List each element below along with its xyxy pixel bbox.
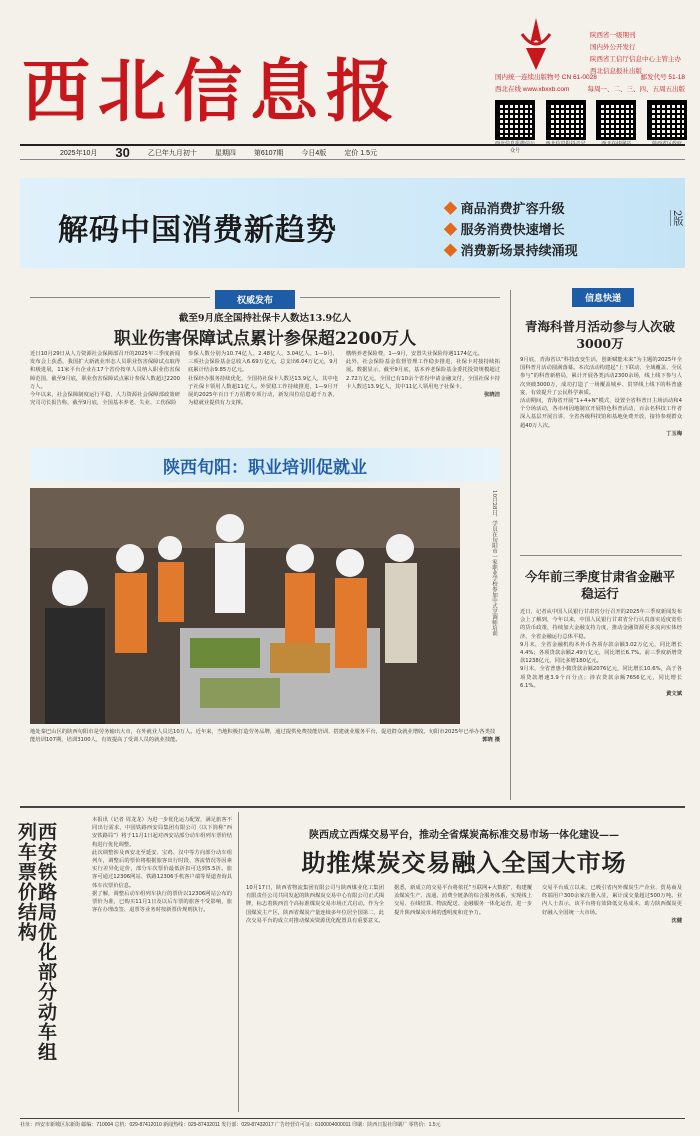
qr-code-icon[interactable] (495, 100, 535, 140)
paragraph: 此外，社会保险基金监督管理工作稳步推进，社保卡对接持续拓展。数据显示，截至9月底，基本养老保险基金委托投资规模超过2.72万亿元，全国已有10余个省份申请金融支付，全国社保卡持卡人数达13.9亿人，其中11亿人领用电子社保卡。 (346, 359, 500, 390)
price: 定价 1.5元 (344, 149, 377, 157)
diamond-icon: ◆ (444, 243, 458, 258)
authority-col3 (346, 350, 500, 399)
divider (30, 297, 210, 298)
banner-item-label: 服务消费快速增长 (460, 222, 565, 237)
qr-label: 陕西省区政府 (651, 141, 682, 147)
paragraph: 近日10月29日从人力资源社会保障部召开的2025年三季度新闻发布会上获悉，我国扩大新就业形态人员职业伤害保障试点取得积极进展，11家平台企业在17个省份按单人员纳入职业伤害保障范围，截至9月底，职业伤害保障试点累计参保人数超过2200万人。 (30, 351, 180, 390)
qr-label: 西北信息报抖音号 (545, 141, 586, 147)
qr-label: 西北信息报微信公众号 (495, 141, 536, 154)
diamond-icon: ◆ (444, 222, 458, 237)
date-lunar: 乙巳年九月初十 (147, 149, 197, 157)
info-line: 陕西省一级期刊 (590, 32, 636, 39)
caption-text: 地处秦巴山区的陕西旬阳市是劳务输出大市，在外就业人员达10万人。近年来，当地积极打造劳务品牌，通过提供免费技能培训、搭建就业服务平台，促进群众就业增收。旬阳市2025年已举办各类技能培训107期，培训3100人，有效提高了受训人员的就业技能。 (30, 729, 496, 743)
authority-title[interactable]: 职业伤害保障试点累计参保超2200万人 (113, 329, 417, 349)
coal-col1: 10月17日，陕西省物流集团有限公司与陕西煤业化工集团有限责任公司共同发起的陕西煤炭交易中心有限公司正式揭牌，标志着陕西首个高标准煤炭交易市场正式启动。作为全国煤炭主产区，陕西省煤炭产量连续多年位居全国第二，此次交易平台的成立对推动煤炭资源优化配置具有重要意义。 (246, 885, 384, 924)
masthead-info (590, 30, 685, 78)
paragraph: 缴纳养老保险费，1—9月，安置失业保险待遇1174亿元。 (346, 351, 483, 357)
info-line: 国内外公开发行 (590, 44, 636, 51)
paragraph: 9月底，青海省以“科技改变生活，创新赋能未来”为主题的2025年全国科普月活动圆满落幕。本次活动构建起“上下联动、全域覆盖、全民参与”的科普新格局，累计开展各类活动2300余场，线上线下参与人次突破3000万，成功打造了一场覆盖城乡、贯穿线上线下的科普盛宴，有效提升了公民科学素质。 (520, 357, 682, 396)
page-count: 今日4版 (301, 149, 327, 157)
info-line: 西北在线 www.xbxxb.com (495, 86, 570, 93)
dateline (20, 144, 685, 160)
cooking-class-image (30, 488, 460, 724)
coal-col2: 据悉，新成立的交易平台将依托“互联网+大数据”，构建覆盖煤炭生产、流通、消费全链条的综合服务体系，实现线上交易、在线结算、物流配送、金融服务一体化运营，进一步提升陕西煤炭市场的透明度和竞争力。 (394, 885, 532, 916)
info-line: 陕西省工信厅信息中心主管主办 (590, 56, 681, 63)
paragraph: 此次调整涉及西安北至延安、宝鸡、汉中等方向部分动车组列车，调整后的票价将根据旅客出行时段、客流情况等因素实行差异化定价，部分车次票价最低折扣可达到5.5折。旅客可通过12306网站、铁路12306手机客户端等渠道查询具体车次票价信息。 (92, 849, 232, 889)
masthead-title: 西北信息报 (22, 52, 403, 132)
qr-code-icon[interactable] (647, 100, 687, 140)
masthead-web (495, 84, 685, 96)
info-line: 邮发代号 51-18 (640, 74, 685, 81)
coal-kicker: 陕西成立西煤交易平台，推动全省煤炭高标准交易市场一体化建设—— (309, 830, 619, 841)
railway-title[interactable]: 西安铁路局优化部分动车组列车票价结构 (15, 822, 57, 1062)
banner-item[interactable] (444, 240, 578, 261)
paragraph: 活动期间，青海省开展“1+4+N”模式，设置全省科普日主场活动和4个分场活动，各市州因地制宜开展特色科普活动，百余名科技工作者深入基层开展宣讲，全省各级科技馆和基地免费开放，接待参观群众超40万人次。 (520, 398, 682, 429)
flash-item2-title[interactable]: 今年前三季度甘肃省金融平稳运行 (524, 569, 675, 601)
paragraph: 参保人数分别为10.74亿人、2.48亿人、3.04亿人。1—9月，三项社会保险基金总收入6.69万亿元，总支出6.04万亿元，9月底累计结余9.85万亿元。 (188, 351, 338, 374)
paragraph: 交易平台成立以来，已吸引省内外煤炭生产企业、贸易商及终端用户300余家注册入驻，累计成交量超过500万吨。业内人士表示，该平台将有效降低交易成本，助力陕西煤炭更好融入全国统一大市场。 (542, 885, 682, 916)
banner-title[interactable]: 解码中国消费新趋势 (58, 213, 337, 248)
byline: 丁玉梅 (666, 430, 682, 437)
info-line: 西北信息报社出版 (590, 68, 642, 75)
info-line: 每周一、二、三、四、五周五出版 (587, 86, 685, 93)
issue-number: 第6107期 (253, 149, 284, 157)
coal-col3 (542, 884, 682, 925)
section-divider (20, 806, 685, 808)
logo-icon (512, 14, 560, 74)
authority-col1 (30, 350, 180, 407)
photo-credit: 郭晓 摄 (482, 737, 500, 743)
byline: 张晓洁 (484, 392, 500, 399)
divider (520, 555, 682, 556)
feature-title[interactable]: 陕西旬阳：职业培训促就业 (163, 458, 367, 478)
edition-tag: 2版 (671, 210, 682, 227)
date-weekday: 星期四 (214, 149, 236, 157)
railway-body (92, 816, 232, 914)
paragraph: 据了解，调整后动车组列车执行的票价以12306网站公布的票价为准，已购买11月1日及以后车票的旅客不受影响，旅客在办理改签、退票等业务时按新票价规则执行。 (92, 890, 232, 914)
flash-item1-body (520, 356, 682, 438)
paragraph: 9月末，全省金融机构本外币各项存款余额3.02万亿元，同比增长4.4%；各项贷款余额2.49万亿元，同比增长6.7%。前三季度新增贷款1238亿元，同比多增180亿元。 (520, 641, 682, 665)
banner-item-label: 商品消费扩容升级 (460, 201, 565, 216)
feature-photo[interactable] (30, 488, 460, 724)
flash-item2-body (520, 608, 682, 698)
feature-side-caption: 10月28日，学员在旬阳市一家职业学校参加中式烹调师培训 (491, 490, 497, 636)
date-month: 2025年10月 (60, 149, 98, 157)
qr-code-icon[interactable] (596, 100, 636, 140)
paragraph: 9月末，全省普惠小微贷款余额2076亿元，同比增长10.6%，高于各项贷款增速3.9个百分点；涉农贷款余额7656亿元，同比增长6.1%。 (520, 666, 682, 689)
qr-code-icon[interactable] (546, 100, 586, 140)
paragraph: 近日，记者从中国人民银行甘肃省分行召开的2025年三季度新闻发布会上了解到，今年以来，中国人民银行甘肃省分行认真落实适度宽松的货币政策，持续加大金融支持力度，推动金融资源更多流向实体经济，全省金融运行总体平稳。 (520, 609, 682, 640)
authority-col2 (188, 350, 338, 407)
paragraph: 今年以来，社会保障制度运行平稳，人力资源社会保障部政策研究司司长报告称，截至9月底，全国基本养老、失业、工伤保险 (30, 392, 180, 407)
byline: 黄文斌 (666, 691, 682, 698)
flash-item1-title[interactable]: 青海科普月活动参与人次破3000万 (524, 319, 675, 351)
paragraph: 社保经办服务持续优化，全国持社保卡人数达13.9亿人，其中电子社保卡领用人数超11亿人。外贸稳工作持续推进，1—9月开展的2025年百日千万招聘专项行动，新发岗位信息超千万条，为稳就业提供有力支撑。 (188, 375, 338, 407)
banner-list (444, 198, 578, 261)
banner-item[interactable] (444, 198, 578, 219)
info-line: 国内统一连续出版物号 CN 61-0028 (495, 74, 597, 81)
footer: 社址：西安市新城区东新街 邮编：710004 总机：029-87412010 新闻热线：029-87432011 发行部：029-87432017 广告经营许可证：6100004000011 印刷：陕西日报社印刷厂 零售价：1.5元 (20, 1118, 685, 1130)
paragraph: 本报讯（记者 周龙龙）为进一步优化运力配置，满足旅客不同出行需求，中国铁路西安局集团有限公司（以下简称“西安铁路局”）将于11月1日起对西安站部分动车组列车票价结构进行优化调整。 (92, 817, 232, 848)
qr-label: 西北在线网站 (601, 141, 632, 147)
coal-title[interactable]: 助推煤炭交易融入全国大市场 (301, 848, 627, 877)
masthead-reg (495, 72, 685, 84)
banner-item[interactable] (444, 219, 578, 240)
byline: 沈健 (671, 917, 682, 924)
authority-subtitle: 截至9月底全国持社保卡人数达13.9亿人 (178, 313, 352, 324)
date-day: 30 (115, 145, 130, 160)
banner-item-label: 消费新场景持续涌现 (460, 243, 578, 258)
divider (300, 297, 500, 298)
column-divider (238, 812, 239, 1112)
column-divider (510, 290, 511, 800)
diamond-icon: ◆ (444, 201, 458, 216)
feature-caption (30, 728, 500, 744)
section-tag-flash: 信息快递 (572, 288, 634, 307)
section-tag-authority: 权威发布 (215, 290, 295, 309)
